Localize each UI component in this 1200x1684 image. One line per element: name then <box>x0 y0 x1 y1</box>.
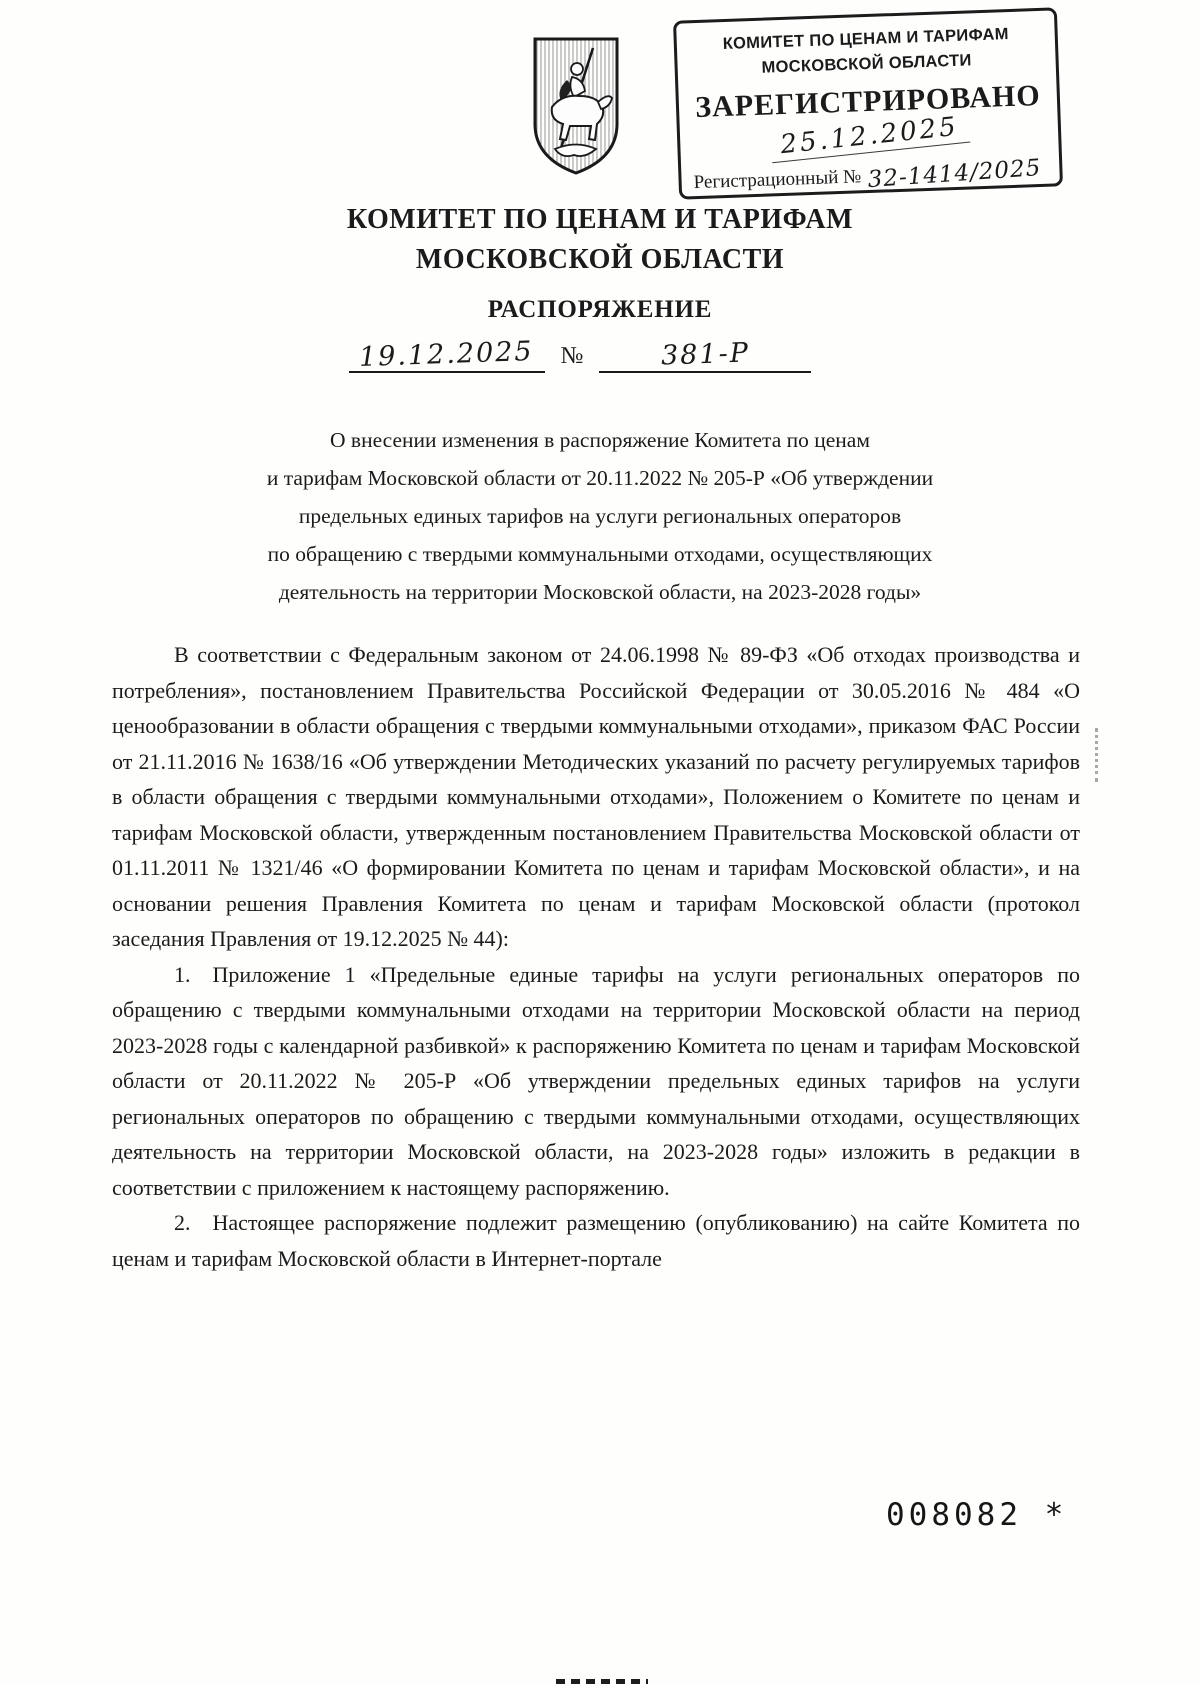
document-date-field <box>349 335 545 374</box>
document-number-handwriting: 381-Р <box>660 337 751 372</box>
registration-stamp <box>673 7 1063 199</box>
subject-line-5: деятельность на территории Московской области, на 2023-2028 годы» <box>278 580 922 604</box>
subject-line-2: и тарифам Московской области от 20.11.2022 № 205-Р «Об утверждении <box>266 466 934 490</box>
control-number: 008082 * <box>886 1497 1068 1533</box>
stamp-date-handwriting: 25.12.2025 <box>769 110 970 163</box>
stamp-org-line2: МОСКОВСКОЙ ОБЛАСТИ <box>761 51 972 77</box>
moscow-oblast-coat-of-arms-icon <box>531 36 621 176</box>
subject-line-1: О внесении изменения в распоряжение Комитета по ценам <box>330 428 870 452</box>
document-subject <box>0 421 1200 611</box>
number-sign: № <box>560 343 584 369</box>
subject-line-4: по обращению с твердыми коммунальными отходами, осуществляющих <box>267 542 933 566</box>
reg-number-label: Регистрационный № <box>693 165 862 193</box>
body-paragraph-item-1: 1. Приложение 1 «Предельные единые тарифы на услуги региональных операторов по обращению с твердыми коммунальными отходами на территории Московской области на период 2023-2028 годы с календарной разбивкой» к распоряжению Комитета по ценам и тарифам Московской области от 20.11.2022 № 205-Р «Об утверждении предельных единых тарифов на услуги региональных операторов по обращению с твердыми коммунальными отходами, осуществляющих деятельность на территории Московской области, на 2023-2028 годы» изложить в редакции в соответствии с приложением к настоящему распоряжению. <box>112 961 1080 1200</box>
subject-line-3: предельных единых тарифов на услуги региональных операторов <box>298 504 902 528</box>
document-date-handwriting: 19.12.2025 <box>358 335 535 374</box>
stamp-org-name <box>684 21 1048 83</box>
document-type-title: РАСПОРЯЖЕНИЕ <box>487 296 713 323</box>
body-paragraph-preamble: В соответствии с Федеральным законом от 24.06.1998 № 89-ФЗ «Об отходах производства и потребления», постановлением Правительства Российской Федерации от 30.05.2016 № 484 «О ценообразовании в области обращения с твердыми коммунальными отходами», приказом ФАС России от 21.11.2016 № 1638/16 «Об утверждении Методических указаний по расчету регулируемых тарифов в области обращения с твердыми коммунальными отходами», Положением о Комитете по ценам и тарифам Московской области, утвержденным постановлением Правительства Московской области от 01.11.2011 № 1321/46 «О формировании Комитета по ценам и тарифам Московской области», и на основании решения Правления Комитета по ценам и тарифам Московской области (протокол заседания Правления от 19.12.2025 № 44): <box>112 642 1080 951</box>
stamp-registered-label: ЗАРЕГИСТРИРОВАНО <box>694 78 1042 124</box>
date-and-number-line <box>0 329 1200 373</box>
reg-number-handwriting: 32-1414/2025 <box>866 154 1042 193</box>
document-number-field <box>599 339 811 373</box>
stamp-org-line1: КОМИТЕТ ПО ЦЕНАМ И ТАРИФАМ <box>722 25 1010 54</box>
scan-artifact-right-edge <box>1095 728 1098 782</box>
document-body <box>112 637 1080 1276</box>
org-name-line1: КОМИТЕТ ПО ЦЕНАМ И ТАРИФАМ <box>346 204 854 235</box>
stamp-registration-number-line <box>689 155 1052 194</box>
body-paragraph-item-2: 2. Настоящее распоряжение подлежит размещению (опубликованию) на сайте Комитета по ценам и тарифам Московской области в Интернет-портале <box>112 1210 1080 1271</box>
scan-artifact-bottom-edge <box>556 1679 648 1684</box>
org-name-line2: МОСКОВСКОЙ ОБЛАСТИ <box>415 244 785 275</box>
